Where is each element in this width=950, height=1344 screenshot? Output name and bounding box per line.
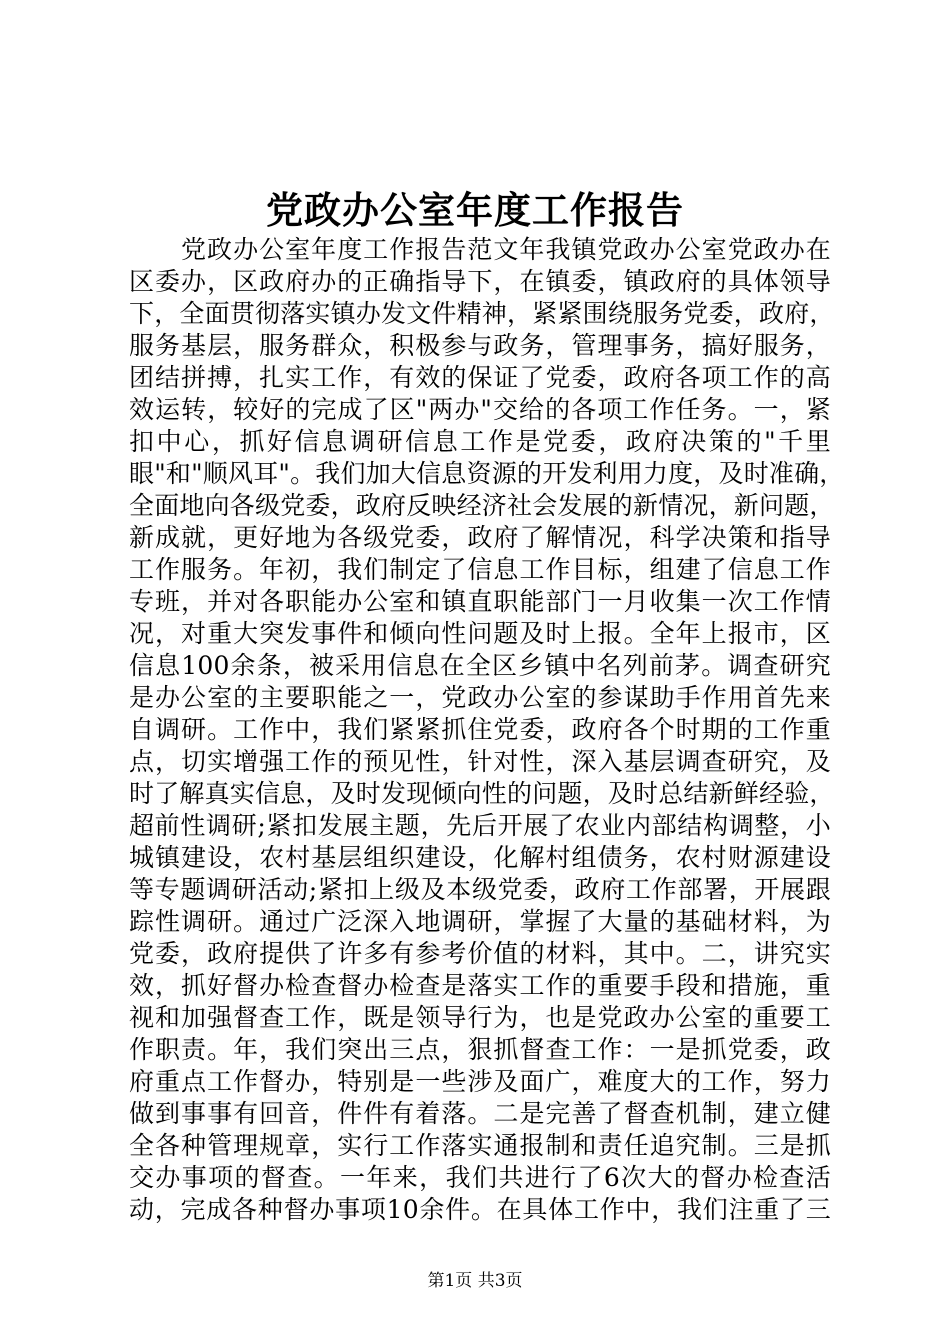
body-line: 做到事事有回音，件件有着落。二是完善了督查机制，建立健: [129, 1099, 831, 1128]
body-line: 自调研。工作中，我们紧紧抓住党委，政府各个时期的工作重: [129, 715, 831, 744]
body-line: 踪性调研。通过广泛深入地调研，掌握了大量的基础材料，为: [129, 907, 831, 936]
body-line: 时了解真实信息，及时发现倾向性的问题，及时总结新鲜经验，: [129, 779, 835, 808]
body-line: 超前性调研;紧扣发展主题，先后开展了农业内部结构调整，小: [129, 811, 831, 840]
document-body: [129, 234, 845, 1226]
body-line: 交办事项的督查。一年来，我们共进行了6次大的督办检查活: [129, 1163, 831, 1192]
body-line: 新成就，更好地为各级党委，政府了解情况，科学决策和指导: [129, 523, 831, 552]
body-line: 全面地向各级党委，政府反映经济社会发展的新情况，新问题，: [129, 491, 835, 520]
document-title: 党政办公室年度工作报告: [266, 188, 684, 232]
page-number: 第1页 共3页: [427, 1271, 523, 1291]
body-line: 党政办公室年度工作报告范文年我镇党政办公室党政办在: [181, 235, 831, 264]
body-line: 区委办，区政府办的正确指导下，在镇委，镇政府的具体领导: [129, 267, 831, 296]
body-line: 全各种管理规章，实行工作落实通报制和责任追究制。三是抓: [129, 1131, 831, 1160]
body-line: 动，完成各种督办事项10余件。在具体工作中，我们注重了三: [129, 1195, 831, 1224]
body-line: 专班，并对各职能办公室和镇直职能部门一月收集一次工作情: [129, 587, 831, 616]
body-line: 效，抓好督办检查督办检查是落实工作的重要手段和措施，重: [129, 971, 831, 1000]
body-line: 工作服务。年初，我们制定了信息工作目标，组建了信息工作: [129, 555, 831, 584]
body-line: 点，切实增强工作的预见性，针对性，深入基层调查研究，及: [129, 747, 831, 776]
body-line: 眼"和"顺风耳"。我们加大信息资源的开发利用力度，及时准确，: [129, 459, 845, 488]
body-line: 服务基层，服务群众，积极参与政务，管理事务，搞好服务，: [129, 331, 831, 360]
body-line: 作职责。年，我们突出三点，狠抓督查工作：一是抓党委，政: [129, 1035, 831, 1064]
body-line: 等专题调研活动;紧扣上级及本级党委，政府工作部署，开展跟: [129, 875, 831, 904]
body-line: 况，对重大突发事件和倾向性问题及时上报。全年上报市，区: [129, 619, 831, 648]
body-line: 下，全面贯彻落实镇办发文件精神，紧紧围绕服务党委，政府，: [129, 299, 835, 328]
body-line: 城镇建设，农村基层组织建设，化解村组债务，农村财源建设: [129, 843, 831, 872]
body-line: 是办公室的主要职能之一，党政办公室的参谋助手作用首先来: [129, 683, 831, 712]
body-line: 党委，政府提供了许多有参考价值的材料，其中。二，讲究实: [129, 939, 831, 968]
body-line: 团结拼搏，扎实工作，有效的保证了党委，政府各项工作的高: [129, 363, 831, 392]
body-line: 信息100余条，被采用信息在全区乡镇中名列前茅。调查研究: [129, 651, 831, 680]
body-line: 扣中心，抓好信息调研信息工作是党委，政府决策的"千里: [129, 427, 831, 456]
body-line: 效运转，较好的完成了区"两办"交给的各项工作任务。一，紧: [129, 395, 831, 424]
body-line: 府重点工作督办，特别是一些涉及面广，难度大的工作，努力: [129, 1067, 831, 1096]
body-line: 视和加强督查工作，既是领导行为，也是党政办公室的重要工: [129, 1003, 831, 1032]
